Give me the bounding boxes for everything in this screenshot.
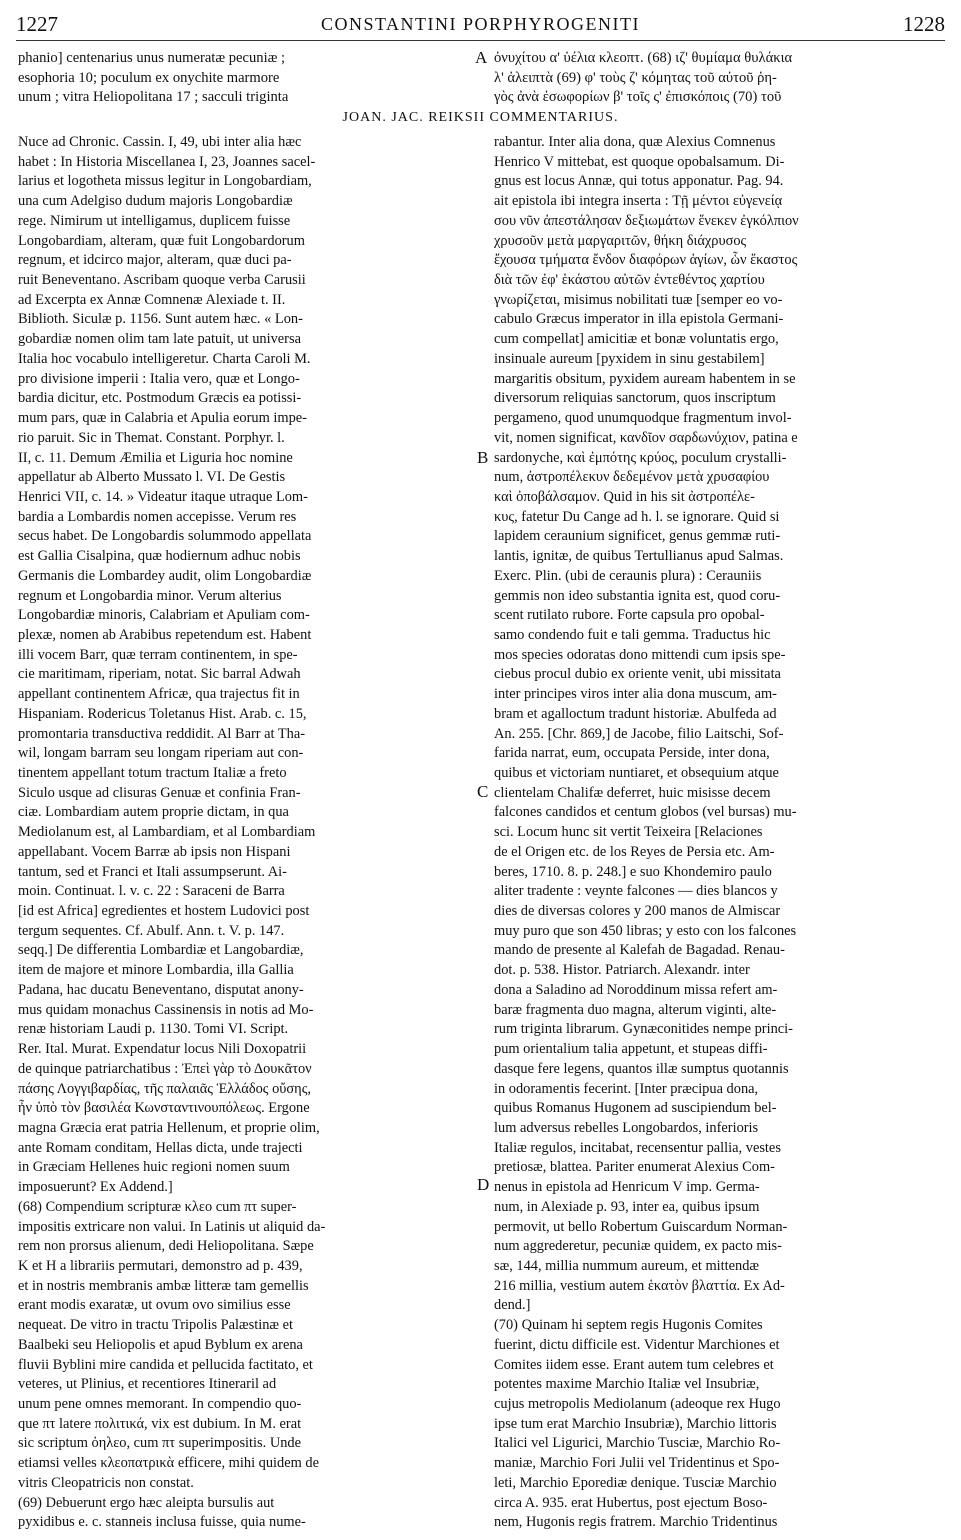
text-latin-top	[18, 48, 470, 107]
text-line: cum compellat] amicitiæ et bonæ voluntatis ergo,	[494, 331, 779, 348]
text-line: veteres, ut Plinius, et recentiores Itineraril ad	[18, 1376, 277, 1393]
text-line: item de majore et minore Lombardia, illa Gallia	[18, 962, 294, 979]
text-line: larius et logotheta missus legitur in Longobardiam,	[18, 173, 312, 190]
text-line: scent rutilato rubore. Forte capsula pro opobal-	[494, 607, 765, 624]
text-line: mos species odoratas dono mittendi cum ipsis spe-	[494, 646, 786, 663]
text-line: est Gallia Cisalpina, quæ hodiernum adhuc nobis	[18, 548, 301, 565]
text-line: gobardiæ nomen olim tam late patuit, ut universa	[18, 331, 301, 348]
text-line: cabulo Græcus imperator in illa epistola Germani-	[494, 311, 784, 328]
text-line: rio paruit. Sic in Themat. Constant. Porphyr. l.	[18, 429, 285, 446]
text-line: et in nostris membranis ambæ litteræ tam gemellis	[18, 1277, 309, 1294]
text-line: [id est Africa] egredientes et hostem Ludovici post	[18, 903, 310, 920]
text-line: fluvii Byblini mire candida et pellucida factitato, et	[18, 1356, 313, 1373]
text-line: ἔχουσα τμήματα ἔνδον διαφόρων ἁγίων, ὧν ἕκαστος	[494, 252, 798, 269]
text-line: regnum, et idcirco major, alteram, quæ duci pa-	[18, 252, 292, 269]
text-line: καὶ ὀποβάλσαμον. Quid in his sit ἀστροπέλε-	[494, 488, 755, 505]
text-line: dend.]	[494, 1297, 531, 1314]
text-line: mando de presente al Kalefah de Bagadad. Renau-	[494, 942, 785, 959]
text-line: mum pars, quæ in Calabria et Apulia eorum impe-	[18, 410, 307, 427]
text-line: farida narrat, eum, occupata Perside, inter dona,	[494, 745, 770, 762]
text-line: rum triginta librarum. Gynæconitides nempe princi-	[494, 1021, 793, 1038]
text-line: sic scriptum ὀηλεο, cum πτ superimpositis. Unde	[18, 1435, 302, 1452]
text-line: Siculo usque ad clisuras Genuæ et confinia Fran-	[18, 784, 301, 801]
text-line: ad Excerpta ex Annæ Comnenæ Alexiade t. II.	[18, 291, 286, 308]
text-line: mus quidam monachus Cassinensis in notis ad Mo-	[18, 1001, 314, 1018]
text-line: beres, 1710. 8. p. 248.] e suo Khondemiro paulo	[494, 863, 772, 880]
text-line: ante Romam conditam, Hellas dicta, unde trajecti	[18, 1139, 303, 1156]
text-line: Hispaniam. Rodericus Toletanus Hist. Arab. c. 15,	[18, 705, 307, 722]
text-line: in odoramentis fecerint. [Inter præcipua dona,	[494, 1080, 759, 1097]
text-line: quibus Romanus Hugonem ad suscipiendum bel-	[494, 1100, 777, 1117]
text-line: Italici vel Ligurici, Marchio Tusciæ, Marchio Ro-	[494, 1435, 781, 1452]
text-line: samo condendo fuit e tali gemma. Traductus hic	[494, 626, 771, 643]
text-line: de el Origen etc. de los Reyes de Persia etc. Am-	[494, 843, 775, 860]
text-line: una cum Adelgiso dudum majoris Longobardiæ	[18, 193, 293, 210]
text-line: nenus in epistola ad Henricum V imp. Germa-	[494, 1179, 760, 1196]
text-line: Longobardiæ minoris, Calabriam et Apuliam com-	[18, 607, 310, 624]
text-line: dies de diversas colores y 200 manos de Almiscar	[494, 903, 781, 920]
margin-marker-b: B	[477, 448, 489, 467]
text-line: wil, longam barram seu longam riperiam aut con-	[18, 745, 304, 762]
text-line: maniæ, Marchio Fori Julii vel Tridentinus et Spo-	[494, 1455, 780, 1472]
text-line: Exerc. Plin. (ubi de ceraunis plura) : Cerauniis	[494, 567, 762, 584]
text-line: cie maritimam, riperiam, notat. Sic barral Adwah	[18, 666, 301, 683]
text-line: cujus metropolis Mediolanum (adeoque rex Hugo	[494, 1396, 781, 1412]
text-line: habet : In Historia Miscellanea I, 23, Joannes sacel-	[18, 153, 316, 170]
text-line: erant modis exaratæ, ut ovum ovo similius esse	[18, 1297, 291, 1314]
text-line: insinuale aureum [pyxidem in sinu gestabilem]	[494, 350, 765, 367]
text-line: rege. Nimirum ut intelligamus, duplicem fuisse	[18, 212, 291, 229]
text-line: (70) Quinam hi septem regis Hugonis Comites	[494, 1317, 763, 1334]
text-line: promontaria transductiva reddidit. Al Barr at Tha-	[18, 725, 306, 742]
text-line: bram et agalloctum tradunt historiæ. Abulfeda ad	[494, 705, 777, 722]
margin-marker-d: D	[477, 1175, 490, 1194]
text-line: unum ; vitra Heliopolitana 17 ; sacculi triginta	[18, 89, 289, 106]
text-line: dasque fere legens, quantos illæ sumptus quotannis	[494, 1060, 789, 1077]
text-line: gnus est locus Annæ, qui totus apponatur. Pag. 94.	[494, 173, 784, 190]
text-line: rabantur. Inter alia dona, quæ Alexius Comnenus	[494, 134, 776, 150]
text-line: pergameno, quod unumquodque fragmentum invol-	[494, 410, 792, 427]
text-line: muy puro que son 450 libras; y esto con los falcones	[494, 922, 797, 939]
text-line: sci. Locum hunc sit vertit Teixeira [Relaciones	[494, 824, 763, 841]
text-line: tinentem appellant totum tractum Italiæ a freto	[18, 765, 287, 781]
text-line: num aggrederetur, pecuniæ quidem, ex pacto mis-	[494, 1238, 782, 1255]
text-line: appellant continentem Africæ, qua trajectus fit in	[18, 686, 300, 703]
header-rule	[16, 40, 945, 41]
text-line: κυς, fatetur Du Cange ad h. l. se ignorare. Quid si	[494, 508, 780, 525]
text-line: γὸς ἀνὰ ἐσωφορίων β' τοῖς ς' ἐπισκόποις (70) τοῦ	[494, 89, 782, 106]
commentary-left-column	[18, 133, 470, 1533]
text-line: nem, Hugonis regis fratrem. Marchio Tridentinus	[494, 1514, 778, 1531]
text-line: nequeat. De vitro in tractu Tripolis Palæstinæ et	[18, 1317, 294, 1334]
text-line: num, ἀστροπέλεκυν δεδεμένον μετὰ χρυσαφίου	[494, 469, 770, 486]
text-line: bardia dicitur, etc. Postmodum Græcis ea potissi-	[18, 390, 302, 407]
text-line: ait epistola ibi integra inserta : Τῇ μέντοι εὐγενείᾳ	[494, 193, 783, 210]
text-line: ruit Beneventano. Ascribam quoque verba Carusii	[18, 272, 306, 289]
text-line: circa A. 935. erat Hubertus, post ejectum Boso-	[494, 1494, 768, 1511]
text-line: illi vocem Barr, quæ terram continentem, in spe-	[18, 646, 298, 663]
text-line: Henrici VII, c. 14. » Videatur itaque utraque Lom-	[18, 488, 308, 505]
text-line: σου νῦν ἀπεστάλησαν δεξιωμάτων ἕνεκεν ἐγκόλπιον	[494, 212, 799, 229]
text-line: Biblioth. Siculæ p. 1156. Sunt autem hæc. « Lon-	[18, 311, 303, 328]
text-line: esophoria 10; poculum ex onychite marmore	[18, 69, 280, 86]
text-line: bardia a Lombardis nomen accepisse. Verum res	[18, 508, 297, 525]
text-line: regnum et Longobardia minor. Verum alterius	[18, 587, 282, 604]
text-line: unum pene omnes memorant. In compendio quo-	[18, 1396, 302, 1412]
text-line: Mediolanum est, al Lambardiam, et al Lombardiam	[18, 824, 316, 841]
text-line: pyxidibus e. c. stanneis inclusa fuisse, quia nume-	[18, 1514, 306, 1531]
text-line: lapidem ceraunium significet, genus gemmæ ruti-	[494, 528, 781, 545]
text-line: clientelam Chalifæ deferret, huic misisse decem	[494, 784, 771, 801]
text-line: lantis, ignitæ, de quibus Tertullianus apud Salmas.	[494, 548, 784, 565]
text-line: sæ, 144, millia nummum aureum, et mittendæ	[494, 1257, 760, 1274]
text-line: ipse tum erat Marchio Insubriæ), Marchio littoris	[494, 1415, 777, 1432]
text-line: appellatur ab Alberto Mussato l. VI. De Gestis	[18, 469, 286, 486]
text-line: sardonyche, καὶ ἐμπότης κρύος, poculum crystalli-	[494, 449, 787, 466]
page-number-right: 1228	[903, 12, 945, 36]
text-line: secus habet. De Longobardis solummodo appellata	[18, 528, 312, 545]
text-line: πάσης Λογγιβαρδίας, τῆς παλαιᾶς Ἑλλάδος οὔσης,	[18, 1080, 312, 1097]
text-line: plexæ, nomen ab Arabibus repetendum est. Habent	[18, 626, 312, 643]
text-line: II, c. 11. Demum Æmilia et Liguria hoc nomine	[18, 449, 293, 466]
text-line: διὰ τῶν ἐφ' ἑκάστου αὐτῶν ἐντεθέντος χαρτίου	[494, 272, 765, 289]
text-line: pretiosæ, blattea. Pariter enumerat Alexius Com-	[494, 1159, 775, 1176]
text-line: ciebus procul dubio ex oriente venit, ubi missitata	[494, 666, 781, 683]
text-line: leti, Marchio Eporediæ denique. Tusciæ Marchio	[494, 1474, 777, 1491]
text-line: χρυσοῦν μετὰ μαργαριτῶν, θήκη διάχρυσος	[494, 232, 747, 249]
text-line: vit, nomen significat, κανδῖον σαρδωνύχιον, patina e	[494, 429, 798, 446]
commentary-right-column	[494, 133, 942, 1533]
text-line: appellabant. Vocem Barræ ab ipsis non Hispani	[18, 843, 291, 860]
text-line: moin. Continuat. l. v. c. 22 : Saraceni de Barra	[18, 883, 285, 900]
text-line: γνωρίζεται, misimus nobilitati tuæ [semper eo vo-	[494, 291, 783, 308]
text-line: num, in Alexiade p. 93, inter ea, quibus ipsum	[494, 1198, 760, 1215]
text-line: imposuerunt? Ex Addend.]	[18, 1179, 173, 1196]
text-line: vitris Cleopatricis non constat.	[18, 1474, 194, 1491]
text-line: (69) Debuerunt ergo hæc aleipta bursulis aut	[18, 1494, 275, 1511]
text-line: quibus et victoriam nuntiaret, et obsequium atque	[494, 765, 779, 781]
text-line: tantum, sed et Franci et Itali assumpserunt. Ai-	[18, 863, 287, 880]
text-line: Longobardiam, alteram, quæ fuit Longobardorum	[18, 232, 305, 249]
text-line: lum adversus rebelles Longobardos, inferioris	[494, 1119, 759, 1136]
text-line: Comites iidem esse. Erant autem tum celebres et	[494, 1356, 774, 1373]
text-line: falcones candidos et centum globos (vel bursas) mu-	[494, 804, 797, 821]
text-line: ὀνυχίτου α' ὑέλια κλεοπτ. (68) ιζ' θυμίαμα θυλάκια	[494, 50, 793, 66]
text-line: in Græciam Hellenes huic regioni nomen suum	[18, 1159, 290, 1176]
text-line: inter principes viros inter alia dona muscum, am-	[494, 686, 777, 703]
text-line: phanio] centenarius unus numeratæ pecuniæ ;	[18, 50, 286, 66]
text-line: pro divisione imperii : Italia vero, quæ et Longo-	[18, 370, 300, 387]
text-line: seqq.] De differentia Lombardiæ et Langobardiæ,	[18, 942, 304, 959]
text-line: gemmis non ideo substantia ignita est, quod coru-	[494, 587, 781, 604]
text-line: tergum sequentes. Cf. Abulf. Ann. t. V. p. 147.	[18, 922, 285, 939]
text-line: fuerint, dictu difficile est. Videntur Marchiones et	[494, 1336, 780, 1353]
text-line: Baalbeki seu Heliopolis et apud Byblum ex arena	[18, 1336, 303, 1353]
text-line: etiamsi velles κλεοπατρικὰ efficere, mihi quidem de	[18, 1455, 320, 1472]
text-line: impositis extricare non valui. In Latinis ut aliquid da-	[18, 1218, 326, 1235]
text-line: potentes maxime Marchio Italiæ vel Insubriæ,	[494, 1376, 760, 1393]
text-line: diversorum reliquias sanctorum, quos inscriptum	[494, 390, 776, 407]
text-line: aliter tradente : veynte falcones — dies blancos y	[494, 883, 778, 900]
text-line: 216 millia, vestium autem ἑκατὸν βλαττία. Ex Ad-	[494, 1277, 785, 1294]
text-line: pum orientalium talia appetunt, et stupeas diffi-	[494, 1041, 768, 1058]
text-line: Henrico V mittebat, est quoque opobalsamum. Di-	[494, 153, 785, 170]
running-title: CONSTANTINI PORPHYROGENITI	[320, 14, 641, 34]
section-subtitle: JOAN. JAC. REIKSII COMMENTARIUS.	[342, 110, 619, 125]
margin-marker-c: C	[477, 782, 489, 801]
text-line: K et H a librariis permutari, demonstro ad p. 439,	[18, 1257, 303, 1274]
text-line: (68) Compendium scripturæ κλεο cum πτ super-	[18, 1198, 297, 1215]
text-line: dot. p. 538. Histor. Patriarch. Alexandr. inter	[494, 962, 750, 979]
text-line: Italiæ regulos, incitabat, recensentur pallia, vestes	[494, 1139, 781, 1156]
text-line: λ' ἀλειπτὰ (69) φ' τοὺς ζ' κόμητας τοῦ αὐτοῦ ῥη-	[494, 69, 777, 86]
text-line: permovit, ut bello Robertum Guiscardum Norman-	[494, 1218, 788, 1235]
text-line: An. 255. [Chr. 869,] de Jacobe, filio Laitschi, Sof-	[494, 725, 784, 742]
text-line: Germanis die Lombardey audit, olim Longobardiæ	[18, 567, 312, 584]
page-number-left: 1227	[16, 12, 58, 36]
text-line: dona a Saladino ad Noroddinum missa refert am-	[494, 981, 778, 998]
text-line: magna Græcia erat patria Hellenum, et proprie olim,	[18, 1119, 320, 1136]
text-line: rem non prorsus alienum, dedi Heliopolitana. Sæpe	[18, 1238, 314, 1255]
text-line: ἦν ὑπὸ τὸν βασιλέα Κωνσταντινουπόλεως. Ergone	[18, 1100, 310, 1117]
text-line: de quinque patriarchatibus : Ἐπεὶ γὰρ τὸ Δουκᾶτον	[18, 1060, 312, 1077]
text-line: que πτ latere πολιτικά, vix est dubium. In M. erat	[18, 1415, 302, 1432]
text-line: renæ historiam Laudi p. 1130. Tomi VI. Script.	[18, 1021, 289, 1038]
text-line: Nuce ad Chronic. Cassin. I, 49, ubi inter alia hæc	[18, 134, 302, 150]
text-greek-top	[494, 48, 942, 107]
page-header	[16, 8, 945, 48]
text-line: baræ fragmenta duo magna, alterum viginti, alte-	[494, 1001, 777, 1018]
text-line: margaritis obsitum, pyxidem auream habentem in se	[494, 370, 796, 387]
text-line: Italia hoc vocabulo intelligeretur. Charta Caroli M.	[18, 350, 311, 367]
text-line: ciæ. Lombardiam autem proprie dictam, in qua	[18, 804, 289, 821]
margin-marker-a: A	[475, 48, 488, 67]
text-line: Rer. Ital. Murat. Expendatur locus Nili Doxopatrii	[18, 1041, 307, 1058]
text-line: Padana, hac ducatu Beneventano, disputat anony-	[18, 981, 304, 998]
